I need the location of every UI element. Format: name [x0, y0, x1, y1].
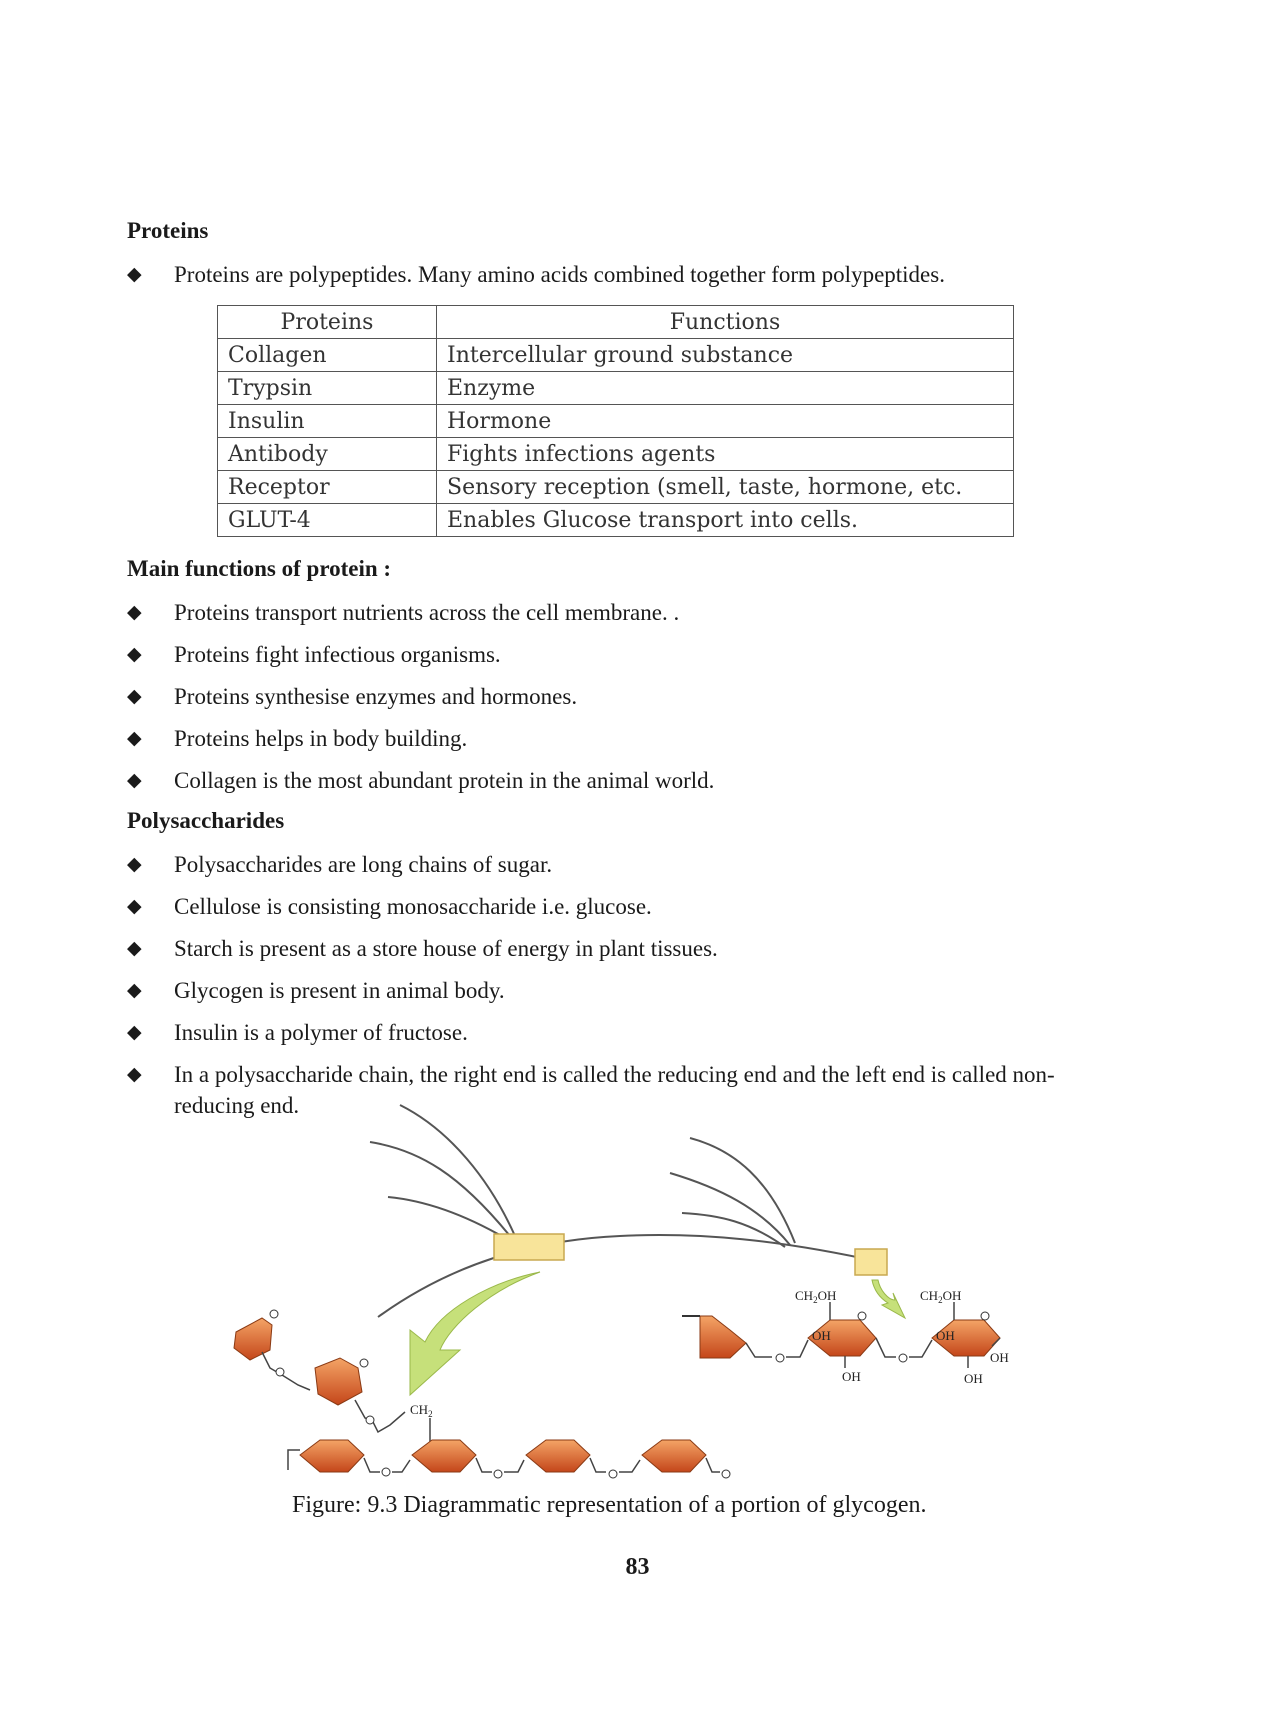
- glycosidic-bond: [392, 1460, 410, 1472]
- polysaccharide-item: Polysaccharides are long chains of sugar.: [174, 852, 553, 877]
- polysaccharide-item: Insulin is a polymer of fructose.: [174, 1020, 468, 1045]
- diamond-bullet-icon: ◆: [127, 980, 142, 1001]
- diamond-bullet-icon: ◆: [127, 896, 142, 917]
- table-cell: Hormone: [437, 405, 1014, 438]
- table-cell: Sensory reception (smell, taste, hormone, etc.: [437, 471, 1014, 504]
- glycosidic-bond: [364, 1458, 380, 1472]
- table-cell: Enzyme: [437, 372, 1014, 405]
- oxygen-atom-icon: [360, 1359, 368, 1367]
- branch-strand: [400, 1105, 515, 1236]
- glycogen-strands: [370, 1105, 880, 1317]
- proteins-heading: Proteins: [127, 218, 209, 243]
- main-strand: [378, 1235, 880, 1317]
- branch-strand: [690, 1138, 795, 1243]
- table-cell: Antibody: [218, 438, 437, 471]
- glucose-ring-icon: [234, 1318, 272, 1360]
- glucose-ring-icon: [642, 1440, 706, 1472]
- polysaccharide-item: In a polysaccharide chain, the right end is called the reducing end and the left end is called non-reducing end.: [174, 1062, 1055, 1118]
- main-functions-heading: Main functions of protein :: [127, 556, 392, 581]
- glycosidic-bond: [355, 1400, 405, 1432]
- oxygen-atom-icon: [270, 1310, 278, 1318]
- oh-label: OH: [936, 1328, 955, 1343]
- table-cell: Collagen: [218, 339, 437, 372]
- oxygen-atom-icon: [899, 1354, 907, 1362]
- glucose-ring-icon: [700, 1316, 746, 1358]
- chain-end-box: [855, 1249, 887, 1275]
- oxygen-atom-icon: [494, 1470, 502, 1478]
- glycosidic-bond: [476, 1458, 492, 1472]
- function-item: Collagen is the most abundant protein in the animal world.: [174, 768, 715, 793]
- branch-strand: [388, 1197, 505, 1238]
- oxygen-atom-icon: [858, 1312, 866, 1320]
- table-header-cell: Proteins: [218, 306, 437, 339]
- diamond-bullet-icon: ◆: [127, 1022, 142, 1043]
- glycosidic-bond: [909, 1340, 932, 1357]
- glycosidic-bond: [590, 1458, 606, 1472]
- branch-strand: [670, 1173, 790, 1245]
- diamond-bullet-icon: ◆: [127, 854, 142, 875]
- zoom-arrow-icon: [872, 1280, 905, 1318]
- glycosidic-bond: [262, 1352, 310, 1390]
- function-item: Proteins synthesise enzymes and hormones.: [174, 684, 578, 709]
- glycosidic-bond: [288, 1450, 300, 1470]
- glycosidic-bond: [504, 1460, 524, 1472]
- oxygen-atom-icon: [981, 1312, 989, 1320]
- diamond-bullet-icon: ◆: [127, 264, 142, 285]
- glycosidic-bond: [619, 1460, 640, 1472]
- glucose-ring-icon: [300, 1440, 364, 1472]
- glucose-ring-icon: [412, 1440, 476, 1472]
- proteins-intro: Proteins are polypeptides. Many amino acids combined together form polypeptides.: [174, 262, 945, 287]
- table-cell: Insulin: [218, 405, 437, 438]
- diamond-bullet-icon: ◆: [127, 938, 142, 959]
- oxygen-atom-icon: [722, 1470, 730, 1478]
- ch2-label: $CH_2$: [410, 1402, 433, 1419]
- oh-label: OH: [812, 1328, 831, 1343]
- oxygen-atom-icon: [276, 1368, 284, 1376]
- page-number: 83: [625, 1554, 650, 1580]
- polysaccharide-item: Cellulose is consisting monosaccharide i.e. glucose.: [174, 894, 652, 919]
- diamond-bullet-icon: ◆: [127, 686, 142, 707]
- function-item: Proteins fight infectious organisms.: [174, 642, 501, 667]
- table-cell: Intercellular ground substance: [437, 339, 1014, 372]
- reducing-end-detail: [682, 1288, 1009, 1386]
- oxygen-atom-icon: [382, 1468, 390, 1476]
- oh-label: OH: [842, 1369, 861, 1384]
- ch2oh-label: $CH_2OH$: [795, 1288, 837, 1305]
- ch2oh-label: $CH_2OH$: [920, 1288, 962, 1305]
- polysaccharide-item: Starch is present as a store house of energy in plant tissues.: [174, 936, 718, 961]
- function-item: Proteins transport nutrients across the cell membrane. .: [174, 600, 680, 625]
- branch-rings: [234, 1310, 433, 1452]
- table-header-cell: Functions: [437, 306, 1014, 339]
- glycosidic-bond: [746, 1343, 772, 1357]
- diamond-bullet-icon: ◆: [127, 728, 142, 749]
- function-item: Proteins helps in body building.: [174, 726, 468, 751]
- oh-label: OH: [964, 1371, 983, 1386]
- linear-chain: [288, 1440, 730, 1478]
- diamond-bullet-icon: ◆: [127, 1064, 142, 1085]
- glycosidic-bond: [876, 1338, 896, 1357]
- table-cell: Trypsin: [218, 372, 437, 405]
- diamond-bullet-icon: ◆: [127, 770, 142, 791]
- zoom-arrow-icon: [410, 1272, 540, 1395]
- glycosidic-bond: [706, 1458, 720, 1472]
- oxygen-atom-icon: [609, 1470, 617, 1478]
- table-cell: Receptor: [218, 471, 437, 504]
- oxygen-atom-icon: [776, 1354, 784, 1362]
- glycosidic-bond: [786, 1340, 808, 1357]
- glucose-ring-icon: [315, 1358, 362, 1405]
- oh-label: OH: [990, 1350, 1009, 1365]
- oxygen-atom-icon: [366, 1416, 374, 1424]
- polysaccharides-heading: Polysaccharides: [127, 808, 285, 833]
- table-cell: GLUT-4: [218, 504, 437, 537]
- table-cell: Fights infections agents: [437, 438, 1014, 471]
- polysaccharide-item: Glycogen is present in animal body.: [174, 978, 505, 1003]
- diamond-bullet-icon: ◆: [127, 602, 142, 623]
- branch-point-box: [494, 1234, 564, 1260]
- glucose-ring-icon: [526, 1440, 590, 1472]
- table-cell: Enables Glucose transport into cells.: [437, 504, 1014, 537]
- figure-caption: Figure: 9.3 Diagrammatic representation of a portion of glycogen.: [292, 1492, 927, 1518]
- diamond-bullet-icon: ◆: [127, 644, 142, 665]
